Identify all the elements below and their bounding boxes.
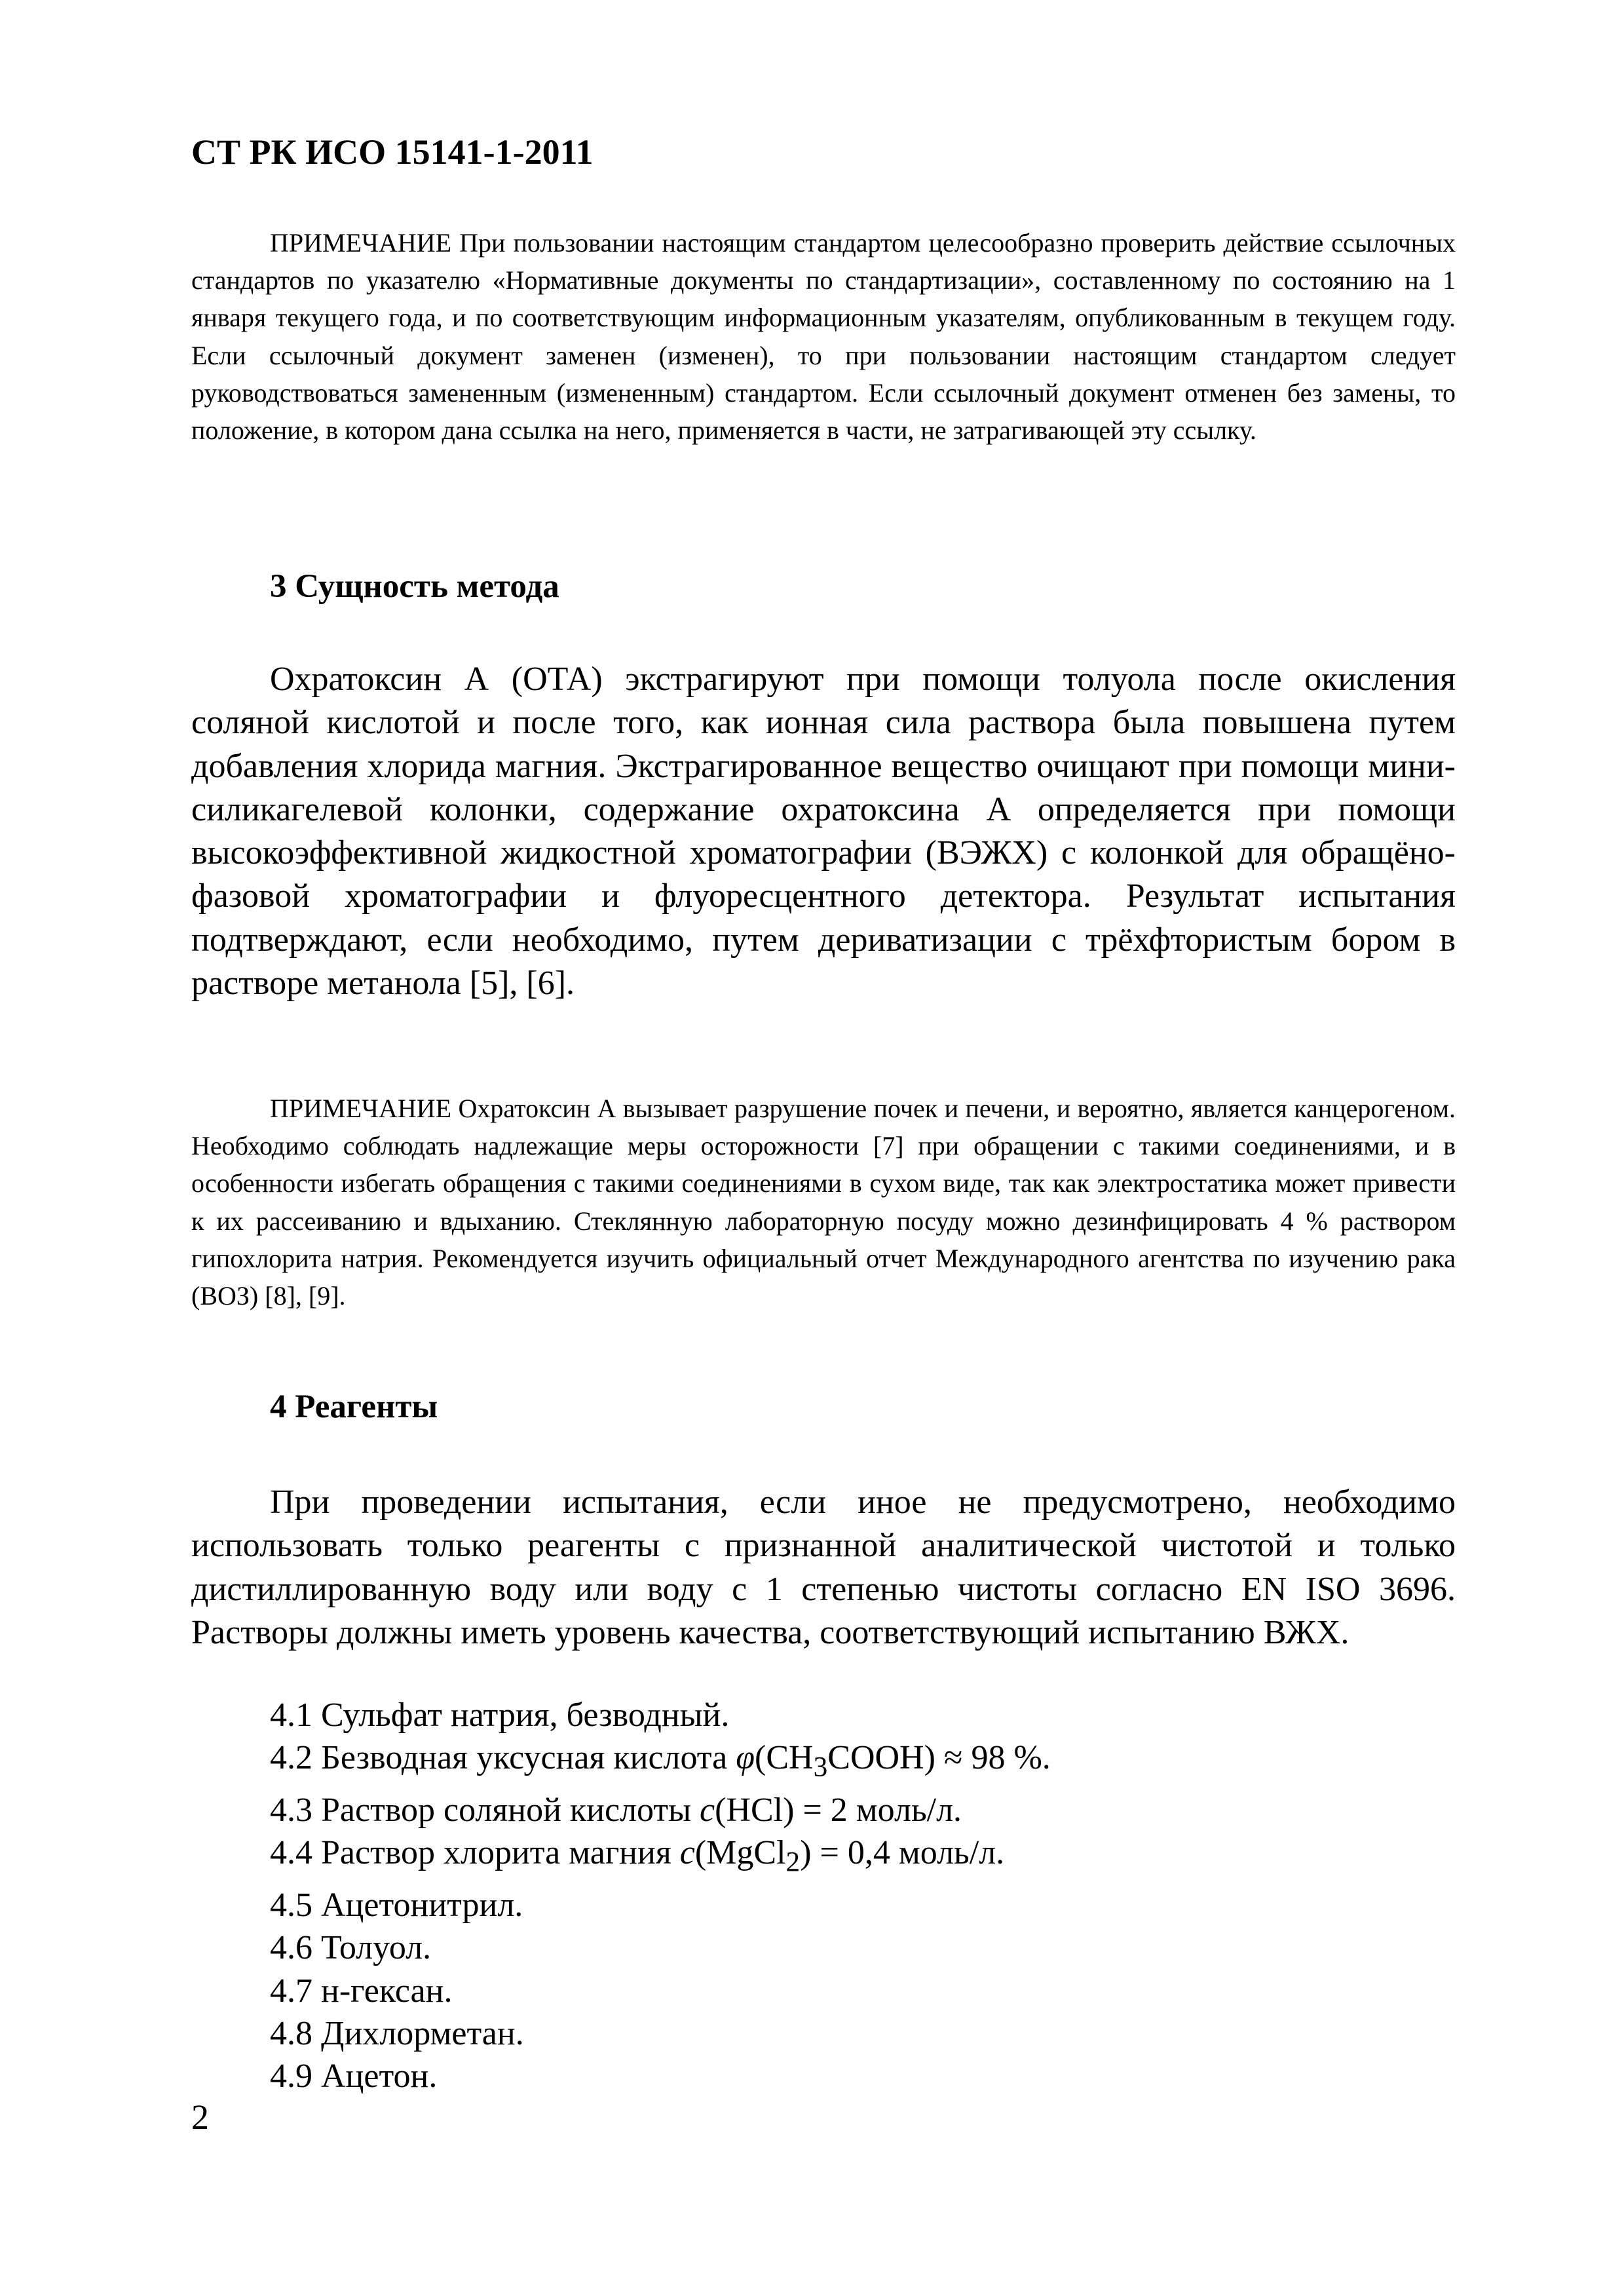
document-code: СТ РК ИСО 15141-1-2011 [191, 132, 594, 172]
list-item: 4.5 Ацетонитрил. [270, 1886, 523, 1924]
section-3-body: Охратоксин А (ОТА) экстрагируют при помощи толуола после окисления соляной кислотой и после того, как ионная сила раствора была повышена путем добавления хлорида магния. Экстрагированное вещество очищают при помощи мини-силикагелевой колонки, содержание охратоксина А определяется при помощи высокоэффективной жидкостной хроматографии (ВЭЖХ) с колонкой для обращёно-фазовой хроматографии и флуоресцентного детектора. Результат испытания подтверждают, если необходимо, путем дериватизации с трёхфтористым бором в растворе метанола [5], [6]. [191, 660, 1456, 1003]
section-3-title: 3 Сущность метода [270, 568, 559, 605]
section-4-body: При проведении испытания, если иное не предусмотрено, необходимо использовать только реагенты с признанной аналитической чистотой и только дистиллированную воду или воду с 1 степенью чистоты согласно EN ISO 3696. Растворы должны иметь уровень качества, соответствующий испытанию ВЖХ. [191, 1483, 1456, 1651]
section-4-title: 4 Реагенты [270, 1388, 438, 1425]
list-item: 4.3 Раствор соляной кислоты c(HCl) = 2 моль/л. [270, 1791, 962, 1829]
list-item: 4.9 Ацетон. [270, 2057, 438, 2095]
list-item: 4.6 Толуол. [270, 1929, 432, 1967]
list-item: 4.8 Дихлорметан. [270, 2014, 524, 2052]
reagents-list [270, 1694, 1051, 2097]
list-item: 4.2 Безводная уксусная кислота $\varphi(CH_3COOH) \approx 98$ %. [270, 1739, 1051, 1783]
page-number: 2 [191, 2097, 209, 2137]
list-item: 4.1 Сульфат натрия, безводный. [270, 1696, 730, 1734]
list-item: 4.7 н-гексан. [270, 1972, 453, 2010]
note-ochratoxin-safety: ПРИМЕЧАНИЕ Охратоксин А вызывает разрушение почек и печени, и вероятно, является канцерогеном. Необходимо соблюдать надлежащие меры осторожности [7] при обращении с такими соединениями, и в особенности избегать обращения с такими соединениями в сухом виде, так как электростатика может привести к их рассеиванию и вдыханию. Стеклянную лабораторную посуду можно дезинфицировать 4 % раствором гипохлорита натрия. Рекомендуется изучить официальный отчет Международного агентства по изучению рака (ВОЗ) [8], [9]. [191, 1094, 1456, 1311]
list-item: 4.4 Раствор хлорита магния c(MgCl$_2$) = 0,4 моль/л. [270, 1834, 1005, 1878]
note-references: ПРИМЕЧАНИЕ При пользовании настоящим стандартом целесообразно проверить действие ссылочных стандартов по указателю «Нормативные документы по стандартизации», составленному по состоянию на 1 января текущего года, и по соответствующим информационным указателям, опубликованным в текущем году. Если ссылочный документ заменен (изменен), то при пользовании настоящим стандартом следует руководствоваться замененным (измененным) стандартом. Если ссылочный документ отменен без замены, то положение, в котором дана ссылка на него, применяется в части, не затрагивающей эту ссылку. [191, 228, 1456, 446]
